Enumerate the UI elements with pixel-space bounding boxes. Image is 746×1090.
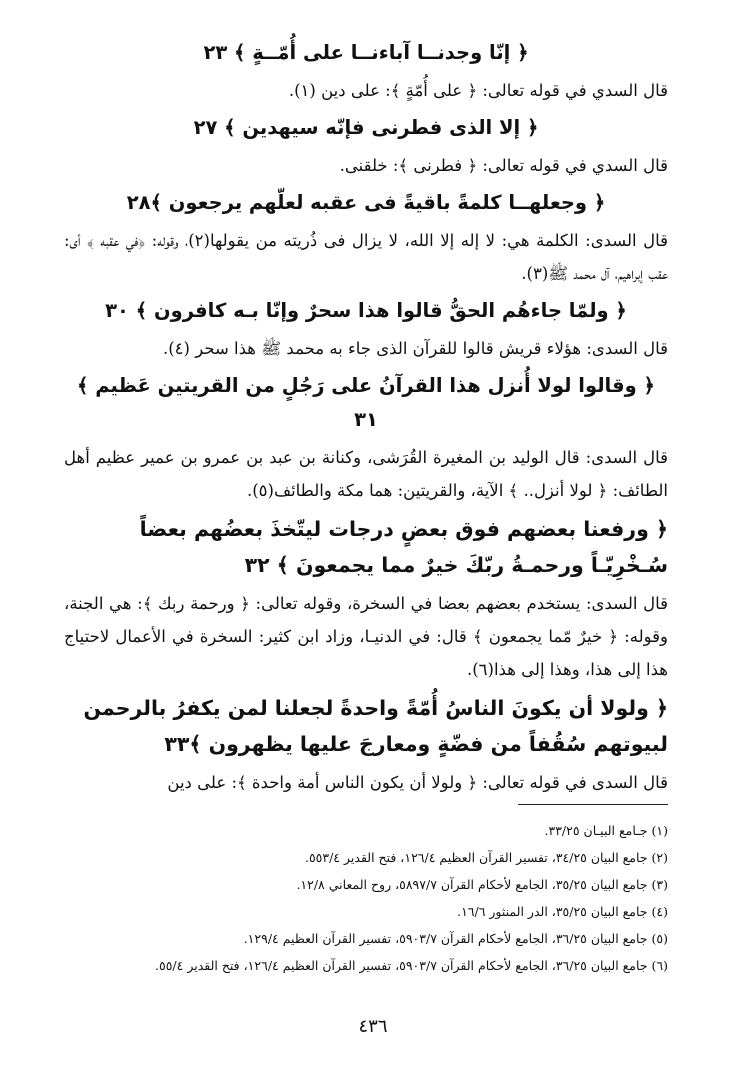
commentary-paragraph: قال السدى: يستخدم بعضهم بعضا في السخرة، وقوله تعالى: ﴿ ورحمة ربك ﴾: هي الجنة، وقوله: ﴿ خيرٌ مّما يجمعون ﴾ قال: في الدنيـا، وزاد ابن كثير: السخرة في الأعمال لاحتياج هذا إلى هذا، وهذا إلى هذا(٦). bbox=[64, 594, 668, 679]
commentary-paragraph: قال السدى في قوله تعالى: ﴿ ولولا أن يكون الناس أمة واحدة ﴾: على دين bbox=[167, 773, 668, 792]
commentary-paragraph: قال السدي في قوله تعالى: ﴿ على أُمّةٍ ﴾: على دين (١). bbox=[288, 81, 668, 100]
verse-30: ﴿ ولمّا جاءهُم الحقُّ قالوا هذا سحرٌ وإنّا بـه كافرون ﴾ ٣٠ bbox=[105, 299, 627, 322]
commentary-paragraph: قال السدي في قوله تعالى: ﴿ فطرنى ﴾: خلقنى. bbox=[339, 156, 668, 175]
page-body bbox=[64, 32, 668, 801]
commentary-paragraph: قال السدى: الكلمة هي: لا إله إلا الله، لا يزال فى ذُريته من يقولها(٢)، وقوله: ﴿في عقبه ﴾ أى: عقب إبراهيم، آل محمد ﷺ(٣). bbox=[64, 231, 668, 283]
verse-28: ﴿ وجعلهــا كلمةً باقيةً فى عقبه لعلّهم يرجعون ﴾٢٨ bbox=[126, 191, 606, 214]
page-number: ٤٣٦ bbox=[358, 1016, 388, 1037]
verse-23: ﴿ إنّا وجدنــا آباءنــا على أُمّــةٍ ﴾ ٢٣ bbox=[203, 41, 529, 64]
footnote-6: (٦) جامع البيان ٣٦/٢٥، الجامع لأحكام القرآن ٥٩٠٣/٧، تفسير القرآن العظيم ١٢٦/٤، فتح القدير ٥٥/٤. bbox=[155, 958, 668, 973]
footnote-4: (٤) جامع البيان ٣٥/٢٥، الدر المنثور ١٦/٦. bbox=[457, 904, 668, 919]
verse-33: ﴿ ولولا أن يكونَ الناسُ أُمّةً واحدةً لجعلنا لمن يكفرُ بالرحمن لبيوتهم سُقُفاً من فضّةٍ ومعارجَ عليها يظهرون ﴾٣٣ bbox=[83, 696, 668, 756]
footnote-1: (١) جـامع البيـان ٣٣/٢٥. bbox=[544, 823, 668, 838]
verse-27: ﴿ إلا الذى فطرنى فإنّه سيهدين ﴾ ٢٧ bbox=[193, 116, 539, 139]
commentary-paragraph: قال السدى: هؤلاء قريش قالوا للقرآن الذى جاء به محمد ﷺ هذا سحر (٤). bbox=[162, 339, 668, 358]
verse-31: ﴿ وقالوا لولا أُنزل هذا القرآنُ على رَجُلٍ من القريتين عَظيم ﴾ ٣١ bbox=[77, 374, 655, 431]
footnotes bbox=[64, 804, 668, 979]
commentary-paragraph: قال السدى: قال الوليد بن المغيرة القُرَشى، وكنانة بن عبد بن عمرو بن عمير عظيم أهل الطائف: ﴿ لولا أنزل.. ﴾ الآية، والقريتين: هما مكة والطائف(٥). bbox=[64, 448, 668, 500]
footnote-divider bbox=[518, 804, 668, 805]
footnote-2: (٢) جامع البيان ٣٤/٢٥، تفسير القرآن العظيم ١٢٦/٤، فتح القدير ٥٥٣/٤. bbox=[304, 850, 668, 865]
footnote-5: (٥) جامع البيان ٣٦/٢٥، الجامع لأحكام القرآن ٥٩٠٣/٧، تفسير القرآن العظيم ١٢٩/٤. bbox=[243, 931, 668, 946]
footnote-3: (٣) جامع البيان ٣٥/٢٥، الجامع لأحكام القرآن ٥٨٩٧/٧، روح المعاني ١٢/٨. bbox=[296, 877, 668, 892]
verse-32: ﴿ ورفعنا بعضهم فوق بعضٍ درجات ليتّخذَ بعضُهم بعضاً سُـخْرِيّـاً ورحمـةُ ربّكَ خيرٌ مما يجمعونَ ﴾ ٣٢ bbox=[139, 517, 668, 577]
